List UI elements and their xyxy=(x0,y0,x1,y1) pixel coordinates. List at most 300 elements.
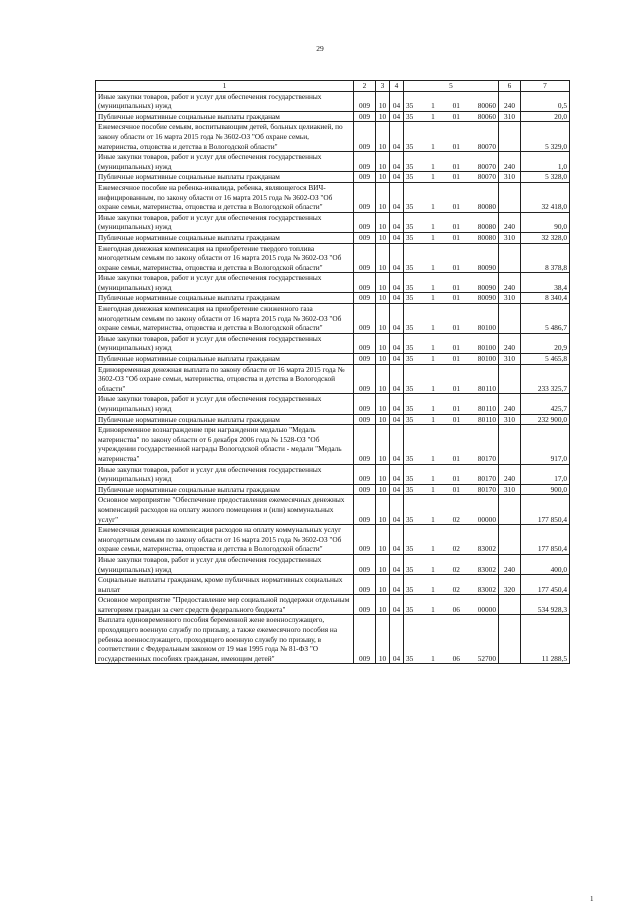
row-amount: 900,0 xyxy=(521,484,570,495)
target-article-part: 35 xyxy=(406,172,414,182)
row-name: Иные закупки товаров, работ и услуг для обеспечения государственных (муниципальных) нужд xyxy=(96,91,354,111)
target-article-codes xyxy=(404,293,498,303)
table-row xyxy=(96,464,570,484)
row-name: Выплата единовременного пособия беременной жене военнослужащего, проходящего военную службу по призыву, а также ежемесячного пособия на ребенка военнослужащего, проходящего военную службу по призыву, в соответствии с Федеральным законом от 19 мая 1995 года № 81-ФЗ "О государственных пособиях гражданам, имеющим детей" xyxy=(96,615,354,664)
row-section-code: 10 xyxy=(376,293,390,304)
row-section-code: 10 xyxy=(376,364,390,394)
target-article-part: 01 xyxy=(452,343,460,353)
target-article-part: 35 xyxy=(406,604,414,614)
row-expense-type: 240 xyxy=(499,394,521,414)
row-expense-type: 310 xyxy=(499,111,521,122)
row-ministry-code: 009 xyxy=(354,414,376,425)
row-section-code: 10 xyxy=(376,91,390,111)
row-subsection-code: 04 xyxy=(390,575,404,595)
row-amount: 232 900,0 xyxy=(521,414,570,425)
target-article-part: 1 xyxy=(431,453,435,463)
row-name: Единовременное вознаграждение при награждении медалью "Медаль материнства" по закону области от 6 декабря 2006 года № 1528-ОЗ "Об учреждении государственной награды Вологодской области - медали "Медаль материнства" xyxy=(96,425,354,464)
target-article-part: 06 xyxy=(452,604,460,614)
row-expense-type xyxy=(499,495,521,525)
row-expense-type: 320 xyxy=(499,575,521,595)
row-expense-type xyxy=(499,182,521,212)
target-article-part: 35 xyxy=(406,383,414,393)
row-target-article xyxy=(404,354,499,365)
target-article-part: 1 xyxy=(431,323,435,333)
row-amount: 177 850,4 xyxy=(521,495,570,525)
target-article-part: 00000 xyxy=(477,514,496,524)
target-article-codes xyxy=(404,112,498,122)
row-subsection-code: 04 xyxy=(390,304,404,334)
row-name: Публичные нормативные социальные выплаты гражданам xyxy=(96,111,354,122)
row-expense-type xyxy=(499,595,521,615)
table-row xyxy=(96,152,570,172)
table-row xyxy=(96,293,570,304)
target-article-part: 35 xyxy=(406,293,414,303)
row-ministry-code: 009 xyxy=(354,232,376,243)
table-row xyxy=(96,182,570,212)
target-article-part: 1 xyxy=(431,101,435,111)
table-row xyxy=(96,525,570,555)
target-article-part: 1 xyxy=(431,404,435,413)
target-article-part: 01 xyxy=(452,111,460,121)
row-expense-type xyxy=(499,425,521,464)
target-article-part: 01 xyxy=(452,222,460,232)
row-expense-type: 310 xyxy=(499,484,521,495)
row-amount: 233 325,7 xyxy=(521,364,570,394)
target-article-part: 80100 xyxy=(477,323,496,333)
target-article-part: 01 xyxy=(452,141,460,151)
target-article-codes xyxy=(404,263,498,273)
row-target-article xyxy=(404,293,499,304)
row-section-code: 10 xyxy=(376,172,390,183)
target-article-part: 1 xyxy=(431,161,435,171)
target-article-part: 35 xyxy=(406,232,414,242)
target-article-part: 35 xyxy=(406,484,414,494)
table-row xyxy=(96,232,570,243)
row-name: Ежемесячное пособие семьям, воспитывающим детей, больных целиакией, по закону области от 16 марта 2015 года № 3602-ОЗ "Об охране семьи, материнства, отцовства и детства в Вологодской области" xyxy=(96,122,354,152)
target-article-codes xyxy=(404,544,498,554)
target-article-part: 1 xyxy=(431,343,435,353)
row-amount: 917,0 xyxy=(521,425,570,464)
target-article-part: 35 xyxy=(406,141,414,151)
row-name: Иные закупки товаров, работ и услуг для обеспечения государственных (муниципальных) нужд xyxy=(96,394,354,414)
row-name: Основное мероприятие "Обеспечение предоставления ежемесячных денежных компенсаций расходов на оплату жилого помещения и (или) коммунальных услуг" xyxy=(96,495,354,525)
row-subsection-code: 04 xyxy=(390,615,404,664)
target-article-part: 80070 xyxy=(477,161,496,171)
row-ministry-code: 009 xyxy=(354,394,376,414)
row-section-code: 10 xyxy=(376,495,390,525)
row-target-article xyxy=(404,484,499,495)
row-ministry-code: 009 xyxy=(354,525,376,555)
target-article-part: 01 xyxy=(452,232,460,242)
target-article-part: 00000 xyxy=(477,604,496,614)
header-col-5: 5 xyxy=(404,81,499,92)
target-article-codes xyxy=(404,585,498,595)
target-article-part: 35 xyxy=(406,544,414,554)
table-row xyxy=(96,333,570,353)
row-subsection-code: 04 xyxy=(390,111,404,122)
row-section-code: 10 xyxy=(376,182,390,212)
table-row xyxy=(96,354,570,365)
table-row xyxy=(96,273,570,293)
target-article-codes xyxy=(404,101,498,111)
target-article-part: 35 xyxy=(406,282,414,292)
target-article-part: 01 xyxy=(452,474,460,484)
row-target-article xyxy=(404,425,499,464)
row-expense-type: 310 xyxy=(499,232,521,243)
row-expense-type: 310 xyxy=(499,354,521,365)
target-article-part: 80090 xyxy=(477,282,496,292)
target-article-part: 35 xyxy=(406,202,414,212)
target-article-codes xyxy=(404,202,498,212)
row-amount: 1,0 xyxy=(521,152,570,172)
target-article-part: 35 xyxy=(406,414,414,424)
row-amount: 17,0 xyxy=(521,464,570,484)
row-target-article xyxy=(404,333,499,353)
target-article-codes xyxy=(404,454,498,464)
row-section-code: 10 xyxy=(376,122,390,152)
target-article-part: 01 xyxy=(452,202,460,212)
row-ministry-code: 009 xyxy=(354,122,376,152)
target-article-part: 1 xyxy=(431,544,435,554)
target-article-part: 01 xyxy=(452,101,460,111)
row-section-code: 10 xyxy=(376,464,390,484)
target-article-part: 1 xyxy=(431,653,435,663)
target-article-part: 80100 xyxy=(477,354,496,364)
row-subsection-code: 04 xyxy=(390,364,404,394)
target-article-codes xyxy=(404,415,498,425)
target-article-part: 01 xyxy=(452,161,460,171)
table-body xyxy=(96,81,570,664)
row-ministry-code: 009 xyxy=(354,595,376,615)
row-name: Ежегодная денежная компенсация на приобретение твердого топлива многодетным семьям по закону области от 16 марта 2015 года № 3602-ОЗ "Об охране семьи, материнства, отцовства и детства в Вологодской области" xyxy=(96,243,354,273)
row-amount: 177 850,4 xyxy=(521,525,570,555)
row-expense-type xyxy=(499,364,521,394)
row-ministry-code: 009 xyxy=(354,364,376,394)
target-article-part: 1 xyxy=(431,293,435,303)
row-target-article xyxy=(404,414,499,425)
row-name: Иные закупки товаров, работ и услуг для обеспечения государственных (муниципальных) нужд xyxy=(96,212,354,232)
row-amount: 5 465,8 xyxy=(521,354,570,365)
row-target-article xyxy=(404,364,499,394)
row-ministry-code: 009 xyxy=(354,464,376,484)
row-subsection-code: 04 xyxy=(390,232,404,243)
row-subsection-code: 04 xyxy=(390,273,404,293)
table-row xyxy=(96,111,570,122)
target-article-part: 80070 xyxy=(477,141,496,151)
target-article-part: 02 xyxy=(452,514,460,524)
row-subsection-code: 04 xyxy=(390,122,404,152)
row-target-article xyxy=(404,232,499,243)
table-row xyxy=(96,91,570,111)
row-name: Ежемесячное пособие на ребенка-инвалида, ребенка, являющегося ВИЧ-инфицированным, по закону области от 16 марта 2015 года № 3602-ОЗ "Об охране семьи, материнства, отцовства и детства в Вологодской области" xyxy=(96,182,354,212)
row-subsection-code: 04 xyxy=(390,152,404,172)
target-article-part: 80090 xyxy=(477,293,496,303)
row-target-article xyxy=(404,182,499,212)
row-name: Единовременная денежная выплата по закону области от 16 марта 2015 года № 3602-ОЗ "Об охране семьи, материнства, отцовства и детства в Вологодской области" xyxy=(96,364,354,394)
target-article-part: 80060 xyxy=(477,111,496,121)
table-row xyxy=(96,615,570,664)
row-expense-type: 310 xyxy=(499,414,521,425)
row-target-article xyxy=(404,525,499,555)
row-target-article xyxy=(404,172,499,183)
row-subsection-code: 04 xyxy=(390,182,404,212)
row-subsection-code: 04 xyxy=(390,414,404,425)
target-article-codes xyxy=(404,485,498,495)
target-article-part: 35 xyxy=(406,453,414,463)
row-target-article xyxy=(404,243,499,273)
row-amount: 177 450,4 xyxy=(521,575,570,595)
row-ministry-code: 009 xyxy=(354,182,376,212)
target-article-part: 01 xyxy=(452,282,460,292)
table-row xyxy=(96,172,570,183)
row-ministry-code: 009 xyxy=(354,333,376,353)
table-row xyxy=(96,394,570,414)
target-article-part: 01 xyxy=(452,484,460,494)
row-expense-type: 240 xyxy=(499,333,521,353)
row-amount: 20,9 xyxy=(521,333,570,353)
target-article-part: 1 xyxy=(431,172,435,182)
row-section-code: 10 xyxy=(376,111,390,122)
row-amount: 425,7 xyxy=(521,394,570,414)
row-target-article xyxy=(404,595,499,615)
target-article-part: 35 xyxy=(406,653,414,663)
target-article-part: 35 xyxy=(406,111,414,121)
row-name: Ежегодная денежная компенсация на приобретение сжиженного газа многодетным семьям по закону области от 16 марта 2015 года № 3602-ОЗ "Об охране семьи, материнства, отцовства и детства в Вологодской области" xyxy=(96,304,354,334)
target-article-codes xyxy=(404,565,498,575)
table-row xyxy=(96,243,570,273)
table-row xyxy=(96,484,570,495)
target-article-part: 35 xyxy=(406,262,414,272)
target-article-part: 01 xyxy=(452,323,460,333)
row-name: Ежемесячная денежная компенсация расходов на оплату коммунальных услуг многодетным семьям по закону области от 16 марта 2015 года № 3602-ОЗ "Об охране семьи, материнства, отцовства и детства в Вологодской области" xyxy=(96,525,354,555)
row-name: Иные закупки товаров, работ и услуг для обеспечения государственных (муниципальных) нужд xyxy=(96,554,354,574)
row-name: Основное мероприятие "Предоставление мер социальной поддержки отдельным категориям граждан за счет средств федерального бюджета" xyxy=(96,595,354,615)
row-section-code: 10 xyxy=(376,554,390,574)
header-col-2: 2 xyxy=(354,81,376,92)
target-article-part: 1 xyxy=(431,141,435,151)
table-row xyxy=(96,575,570,595)
target-article-part: 01 xyxy=(452,414,461,424)
row-expense-type xyxy=(499,243,521,273)
target-article-part: 35 xyxy=(406,404,414,413)
target-article-codes xyxy=(404,605,498,615)
row-section-code: 10 xyxy=(376,394,390,414)
row-target-article xyxy=(404,554,499,574)
row-ministry-code: 009 xyxy=(354,554,376,574)
target-article-codes xyxy=(404,354,498,364)
row-expense-type xyxy=(499,615,521,664)
row-amount: 5 329,0 xyxy=(521,122,570,152)
target-article-part: 01 xyxy=(452,262,460,272)
row-name: Иные закупки товаров, работ и услуг для обеспечения государственных (муниципальных) нужд xyxy=(96,152,354,172)
target-article-part: 1 xyxy=(431,414,435,424)
target-article-part: 35 xyxy=(406,343,414,353)
budget-table xyxy=(95,80,570,664)
row-target-article xyxy=(404,212,499,232)
row-amount: 38,4 xyxy=(521,273,570,293)
row-amount: 400,0 xyxy=(521,554,570,574)
target-article-part: 52700 xyxy=(477,653,496,663)
row-name: Публичные нормативные социальные выплаты гражданам xyxy=(96,172,354,183)
row-subsection-code: 04 xyxy=(390,595,404,615)
row-ministry-code: 009 xyxy=(354,495,376,525)
target-article-part: 1 xyxy=(431,262,435,272)
row-expense-type: 240 xyxy=(499,554,521,574)
target-article-codes xyxy=(404,142,498,152)
table-row xyxy=(96,425,570,464)
header-col-4: 4 xyxy=(390,81,404,92)
target-article-part: 1 xyxy=(431,282,435,292)
target-article-part: 80090 xyxy=(477,262,496,272)
row-ministry-code: 009 xyxy=(354,243,376,273)
target-article-part: 01 xyxy=(452,383,461,393)
header-col-1: 1 xyxy=(96,81,354,92)
row-section-code: 10 xyxy=(376,304,390,334)
row-ministry-code: 009 xyxy=(354,575,376,595)
target-article-codes xyxy=(404,654,498,664)
row-amount: 32 328,0 xyxy=(521,232,570,243)
row-expense-type: 240 xyxy=(499,212,521,232)
header-col-7: 7 xyxy=(521,81,570,92)
row-target-article xyxy=(404,495,499,525)
target-article-part: 01 xyxy=(452,354,460,364)
row-section-code: 10 xyxy=(376,414,390,425)
table-row xyxy=(96,595,570,615)
row-section-code: 10 xyxy=(376,354,390,365)
target-article-part: 80170 xyxy=(477,474,496,484)
row-ministry-code: 009 xyxy=(354,111,376,122)
row-ministry-code: 009 xyxy=(354,172,376,183)
row-subsection-code: 04 xyxy=(390,333,404,353)
row-target-article xyxy=(404,464,499,484)
target-article-part: 1 xyxy=(431,222,435,232)
row-amount: 5 328,0 xyxy=(521,172,570,183)
row-expense-type: 240 xyxy=(499,152,521,172)
header-col-3: 3 xyxy=(376,81,390,92)
row-expense-type xyxy=(499,525,521,555)
target-article-codes xyxy=(404,384,498,394)
target-article-part: 80100 xyxy=(477,343,496,353)
target-article-part: 35 xyxy=(406,323,414,333)
row-ministry-code: 009 xyxy=(354,425,376,464)
target-article-part: 1 xyxy=(431,484,435,494)
row-target-article xyxy=(404,152,499,172)
page-number: 29 xyxy=(316,44,324,53)
target-article-part: 35 xyxy=(406,564,414,574)
target-article-part: 1 xyxy=(431,564,435,574)
target-article-codes xyxy=(404,515,498,525)
table-row xyxy=(96,122,570,152)
header-row xyxy=(96,81,570,92)
row-subsection-code: 04 xyxy=(390,293,404,304)
row-amount: 5 486,7 xyxy=(521,304,570,334)
target-article-part: 1 xyxy=(431,474,435,484)
row-name: Иные закупки товаров, работ и услуг для обеспечения государственных (муниципальных) нужд xyxy=(96,333,354,353)
row-ministry-code: 009 xyxy=(354,484,376,495)
row-name: Иные закупки товаров, работ и услуг для обеспечения государственных (муниципальных) нужд xyxy=(96,464,354,484)
table-row xyxy=(96,554,570,574)
target-article-codes xyxy=(404,404,498,414)
target-article-codes xyxy=(404,323,498,333)
table-row xyxy=(96,414,570,425)
row-subsection-code: 04 xyxy=(390,394,404,414)
row-target-article xyxy=(404,91,499,111)
target-article-part: 06 xyxy=(452,653,460,663)
row-section-code: 10 xyxy=(376,484,390,495)
row-amount: 8 340,4 xyxy=(521,293,570,304)
row-amount: 32 418,0 xyxy=(521,182,570,212)
target-article-codes xyxy=(404,162,498,172)
row-expense-type: 240 xyxy=(499,91,521,111)
row-subsection-code: 04 xyxy=(390,425,404,464)
target-article-part: 1 xyxy=(431,202,435,212)
row-target-article xyxy=(404,615,499,664)
target-article-part: 35 xyxy=(406,474,414,484)
row-section-code: 10 xyxy=(376,425,390,464)
row-ministry-code: 009 xyxy=(354,91,376,111)
target-article-part: 80080 xyxy=(477,222,496,232)
target-article-part: 1 xyxy=(431,354,435,364)
target-article-part: 35 xyxy=(406,584,414,594)
row-expense-type: 240 xyxy=(499,273,521,293)
row-ministry-code: 009 xyxy=(354,354,376,365)
target-article-part: 1 xyxy=(431,232,435,242)
row-section-code: 10 xyxy=(376,525,390,555)
target-article-part: 80080 xyxy=(477,202,496,212)
row-amount: 11 288,5 xyxy=(521,615,570,664)
target-article-part: 35 xyxy=(406,161,414,171)
row-section-code: 10 xyxy=(376,232,390,243)
target-article-part: 35 xyxy=(406,101,414,111)
row-name: Публичные нормативные социальные выплаты гражданам xyxy=(96,354,354,365)
target-article-codes xyxy=(404,474,498,484)
row-target-article xyxy=(404,122,499,152)
target-article-part: 35 xyxy=(406,222,414,232)
row-subsection-code: 04 xyxy=(390,243,404,273)
row-subsection-code: 04 xyxy=(390,464,404,484)
row-ministry-code: 009 xyxy=(354,152,376,172)
target-article-part: 35 xyxy=(406,354,414,364)
row-target-article xyxy=(404,394,499,414)
target-article-part: 1 xyxy=(431,383,435,393)
target-article-part: 83002 xyxy=(477,544,496,554)
target-article-part: 80070 xyxy=(477,172,496,182)
target-article-part: 80170 xyxy=(477,484,496,494)
row-section-code: 10 xyxy=(376,575,390,595)
target-article-part: 02 xyxy=(452,564,460,574)
row-target-article xyxy=(404,111,499,122)
target-article-part: 80080 xyxy=(477,232,496,242)
row-subsection-code: 04 xyxy=(390,554,404,574)
row-amount: 90,0 xyxy=(521,212,570,232)
target-article-codes xyxy=(404,283,498,293)
target-article-part: 1 xyxy=(431,604,435,614)
row-name: Социальные выплаты гражданам, кроме публичных нормативных социальных выплат xyxy=(96,575,354,595)
row-name: Публичные нормативные социальные выплаты гражданам xyxy=(96,293,354,304)
row-ministry-code: 009 xyxy=(354,615,376,664)
target-article-part: 1 xyxy=(431,584,435,594)
row-expense-type: 310 xyxy=(499,293,521,304)
row-subsection-code: 04 xyxy=(390,525,404,555)
row-expense-type xyxy=(499,304,521,334)
target-article-part: 02 xyxy=(452,544,460,554)
row-expense-type: 310 xyxy=(499,172,521,183)
target-article-part: 1 xyxy=(431,514,435,524)
target-article-part: 01 xyxy=(452,453,460,463)
row-expense-type xyxy=(499,122,521,152)
row-section-code: 10 xyxy=(376,212,390,232)
row-target-article xyxy=(404,273,499,293)
